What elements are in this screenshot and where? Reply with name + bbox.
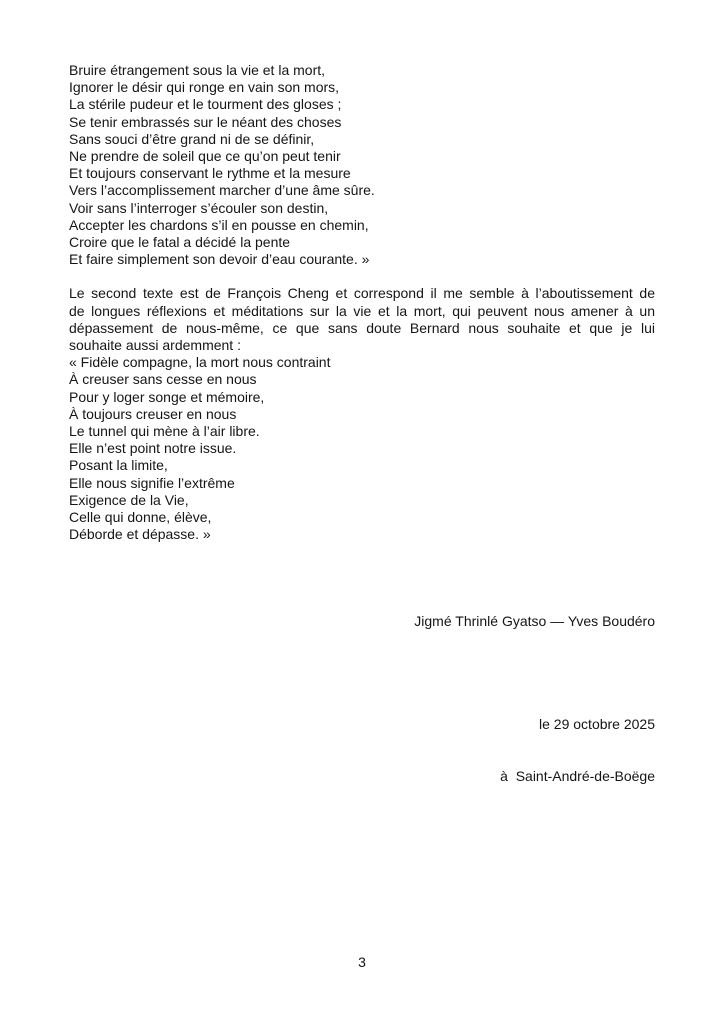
poem-line: Déborde et dépasse. »	[69, 526, 211, 543]
poem-line: Se tenir embrassés sur le néant des choses	[69, 113, 342, 130]
authors-line: Jigmé Thrinlé Gyatso — Yves Boudéro	[414, 612, 655, 629]
paragraph-line: souhaite aussi ardemment :	[69, 337, 241, 354]
poem-line: À creuser sans cesse en nous	[69, 371, 257, 388]
poem-line: Accepter les chardons s’il en pousse en chemin,	[69, 216, 369, 233]
poem-block-2	[69, 354, 655, 543]
poem-line: Posant la limite,	[69, 457, 168, 474]
signature-gap	[69, 665, 655, 682]
paragraph-line: dépassement de nous-même, ce que sans doute Bernard nous souhaite et que je lui	[69, 319, 655, 336]
poem-line: Et faire simplement son devoir d’eau courante. »	[69, 251, 370, 268]
poem-line: Croire que le fatal a décidé la pente	[69, 234, 291, 251]
poem-line: « Fidèle compagne, la mort nous contraint	[69, 354, 331, 371]
poem-line: La stérile pudeur et le tourment des gloses ;	[69, 96, 342, 113]
poem-line: Elle nous signifie l’extrême	[69, 474, 235, 491]
poem-line: Celle qui donne, élève,	[69, 509, 212, 526]
page-number: 3	[358, 954, 366, 970]
signature-block	[69, 578, 655, 819]
poem-line: Voir sans l’interroger s’écouler son destin,	[69, 199, 329, 216]
poem-line: Et toujours conservant le rythme et la mesure	[69, 165, 351, 182]
date-line: le 29 octobre 2025	[539, 716, 655, 733]
poem-block-1	[69, 62, 655, 268]
poem-line: Ignorer le désir qui ronge en vain son mors,	[69, 79, 340, 96]
place-line: à Saint-André-de-Boëge	[500, 767, 655, 784]
page-content	[69, 62, 655, 819]
paragraph-line: Le second texte est de François Cheng et correspond il me semble à l’aboutissement de	[69, 285, 655, 302]
paragraph-line: de longues réflexions et méditations sur la vie et la mort, qui peuvent nous amener à un	[69, 302, 655, 319]
poem-line: Bruire étrangement sous la vie et la mort,	[69, 62, 326, 78]
poem-line: Sans souci d’être grand ni de se définir,	[69, 130, 315, 147]
poem-line: Exigence de la Vie,	[69, 491, 189, 508]
poem-line: À toujours creuser en nous	[69, 405, 237, 422]
poem-line: Elle n’est point notre issue.	[69, 440, 237, 457]
poem-line: Ne prendre de soleil que ce qu’on peut tenir	[69, 148, 341, 165]
poem-line: Le tunnel qui mène à l’air libre.	[69, 423, 260, 440]
poem-line: Pour y loger songe et mémoire,	[69, 388, 265, 405]
poem-line: Vers l’accomplissement marcher d’une âme sûre.	[69, 182, 375, 199]
commentary-paragraph	[69, 285, 655, 354]
